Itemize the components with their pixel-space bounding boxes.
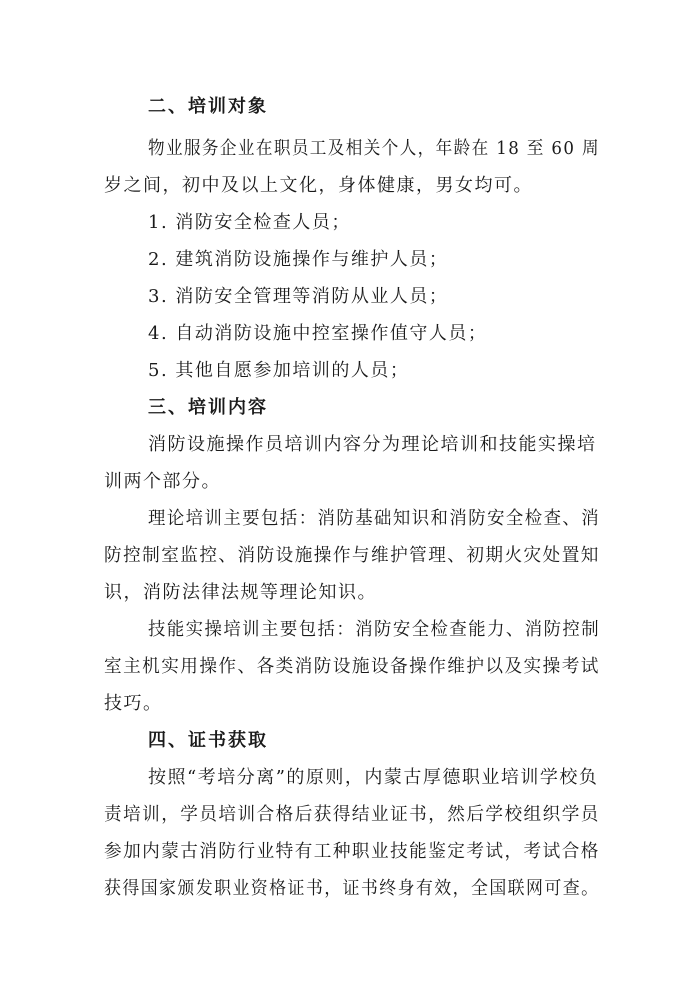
list-item: 1. 消防安全检查人员； <box>148 212 351 233</box>
paragraph-line: 理论培训主要包括：消防基础知识和消防安全检查、消 <box>148 508 601 529</box>
list-item: 2. 建筑消防设施操作与维护人员； <box>148 249 449 270</box>
paragraph-line: 责培训，学员培训合格后获得结业证书，然后学校组织学员 <box>104 804 600 825</box>
paragraph-line: 参加内蒙古消防行业特有工种职业技能鉴定考试，考试合格 <box>104 841 600 862</box>
paragraph-line: 岁之间，初中及以上文化，身体健康，男女均可。 <box>104 175 533 196</box>
paragraph-line: 按照“考培分离”的原则，内蒙古厚德职业培训学校负 <box>148 767 599 788</box>
list-item: 4. 自动消防设施中控室操作值守人员； <box>148 323 488 344</box>
paragraph-line: 物业服务企业在职员工及相关个人，年龄在 18 至 60 周 <box>148 138 600 159</box>
paragraph-line: 获得国家颁发职业资格证书，证书终身有效，全国联网可查。 <box>104 878 600 899</box>
section-heading-training-content: 三、培训内容 <box>148 397 268 418</box>
paragraph-line: 室主机实用操作、各类消防设施设备操作维护以及实操考试 <box>104 656 600 677</box>
paragraph-line: 消防设施操作员培训内容分为理论培训和技能实操培 <box>148 434 597 455</box>
paragraph-line: 技巧。 <box>104 693 163 714</box>
paragraph-line: 防控制室监控、消防设施操作与维护管理、初期火灾处置知 <box>104 545 600 566</box>
section-heading-training-targets: 二、培训对象 <box>148 96 268 117</box>
section-heading-certificate: 四、证书获取 <box>148 730 268 751</box>
list-item: 3. 消防安全管理等消防从业人员； <box>148 286 449 307</box>
list-item: 5. 其他自愿参加培训的人员； <box>148 360 410 381</box>
paragraph-line: 技能实操培训主要包括：消防安全检查能力、消防控制 <box>148 619 601 640</box>
paragraph-line: 训两个部分。 <box>104 471 221 492</box>
paragraph-line: 识，消防法律法规等理论知识。 <box>104 582 377 603</box>
